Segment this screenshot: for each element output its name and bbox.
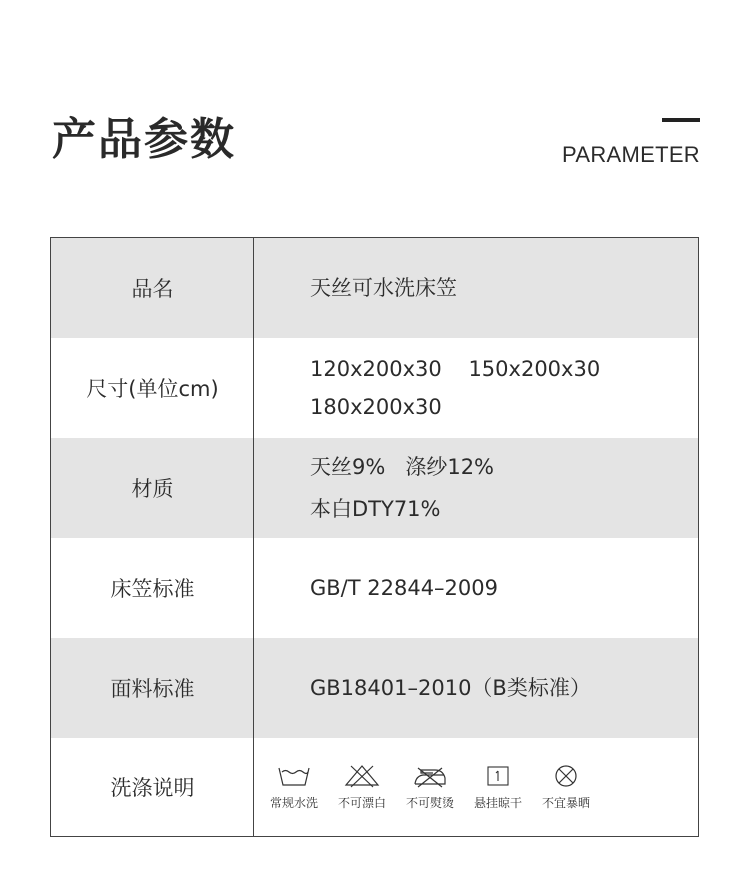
care-item-sun	[532, 764, 600, 811]
care-label: 不可漂白	[337, 795, 386, 810]
row-value	[254, 538, 698, 638]
title-accent-bar	[662, 118, 700, 122]
table-row	[51, 738, 698, 836]
value-line: 天丝9% 涤纱12%	[310, 455, 495, 479]
care-instructions	[254, 738, 698, 836]
row-label: 面料标准	[110, 677, 195, 701]
hang-dry-icon	[485, 764, 511, 788]
row-value	[254, 638, 698, 738]
table-row	[51, 438, 698, 538]
page-title: 产品参数	[52, 114, 236, 165]
row-label: 品名	[131, 277, 174, 301]
care-item-iron	[396, 764, 464, 811]
value-line: 120x200x30 150x200x30	[310, 357, 601, 381]
page-subtitle: PARAMETER	[562, 142, 700, 167]
no-iron-icon	[411, 764, 449, 788]
row-label: 床笠标准	[110, 577, 195, 601]
row-label: 材质	[131, 477, 174, 501]
care-item-wash	[260, 764, 328, 811]
care-label: 不宜暴晒	[541, 795, 590, 810]
care-item-dry	[464, 764, 532, 811]
no-tumble-dry-icon	[553, 764, 579, 788]
care-label: 不可熨烫	[405, 795, 454, 810]
row-label: 洗涤说明	[110, 776, 195, 800]
care-item-bleach	[328, 764, 396, 811]
care-icon-list	[254, 764, 698, 811]
column-divider	[253, 238, 254, 836]
value-line: GB18401–2010（B类标准）	[310, 676, 591, 700]
table-row	[51, 638, 698, 738]
care-label: 悬挂晾干	[473, 795, 522, 810]
care-label: 常规水洗	[269, 795, 318, 810]
table-row	[51, 338, 698, 438]
value-line: 本白DTY71%	[310, 497, 441, 521]
parameter-table	[50, 237, 699, 837]
row-label: 尺寸(单位cm)	[86, 377, 219, 401]
washtub-icon	[277, 764, 311, 788]
row-value	[254, 438, 698, 538]
value-line: 天丝可水洗床笠	[310, 276, 457, 300]
value-line: 180x200x30	[310, 395, 442, 419]
row-value	[254, 338, 698, 438]
no-bleach-icon	[343, 764, 381, 788]
row-value	[254, 238, 698, 338]
table-row	[51, 538, 698, 638]
table-row	[51, 238, 698, 338]
value-line: GB/T 22844–2009	[310, 576, 499, 600]
